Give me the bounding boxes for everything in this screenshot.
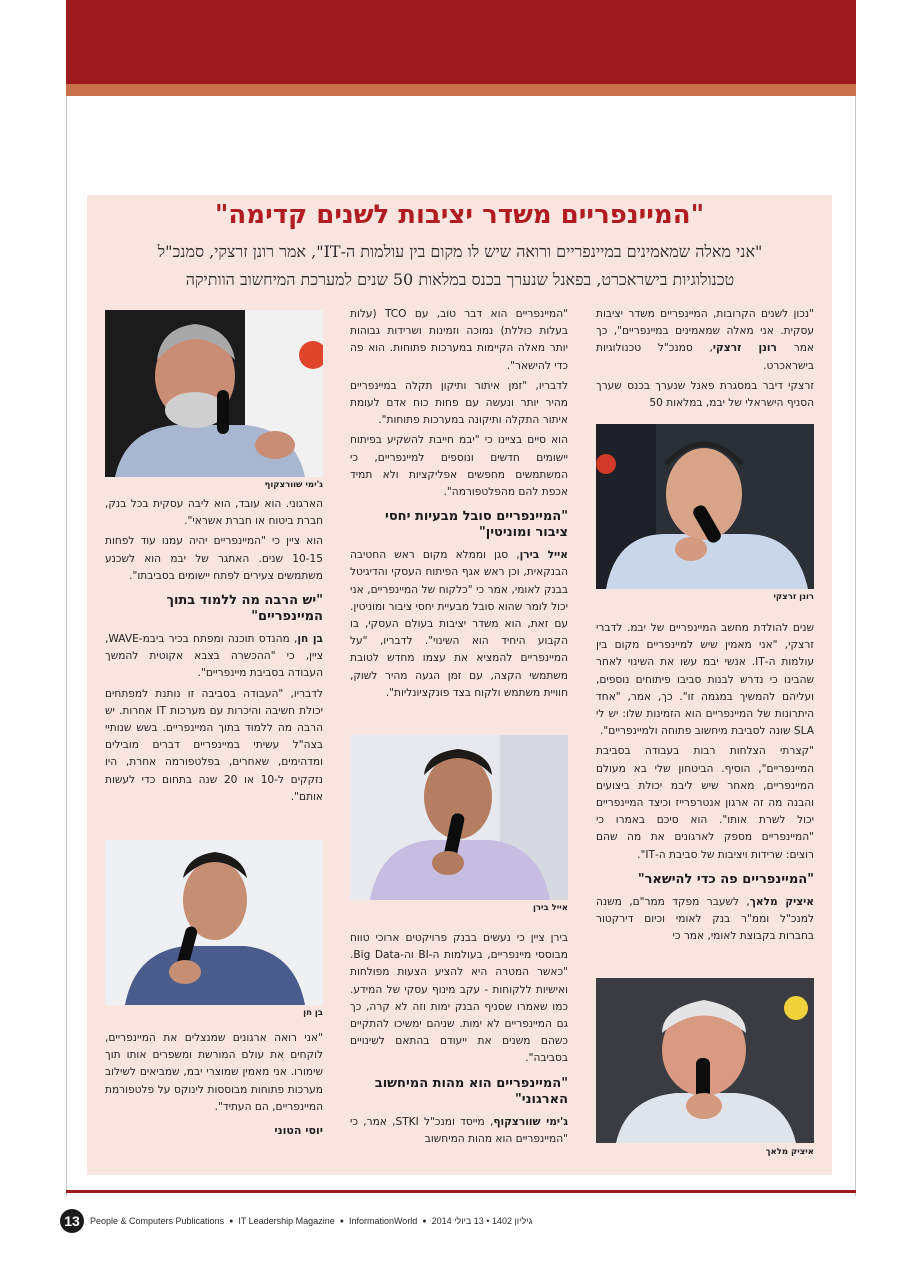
subheadline-line-2: טכנולוגיות בישראכרט, בפאנל שנערך בכנס במלאות 50 שנים למערכת המיחשוב הוותיקה: [185, 270, 735, 289]
top-banner: [66, 0, 856, 84]
paragraph: איציק מלאך, לשעבר מפקד ממר"ם, משנה למנכ"ל וממ"ר בנק לאומי וכיום דירקטור בחברות בקבוצת לאומי, אמר כי: [596, 895, 814, 943]
footer-magazine: IT Leadership Magazine: [238, 1216, 335, 1226]
article-author: יוסי הטוני: [274, 1124, 323, 1138]
paragraph: בירן ציין כי נעשים בבנק פרויקטים ארוכי טווח מבוססי מיינפריים, בעולמות ה-BI וה-Big Data. "כאשר המטרה היא להציע הצעות מפולחות ואישיות ללקוחות - עקב מינוף עסקי של המידע. כמו שאמרו שסניף הבנק ימות וזה לא קרה, כך גם המיינפריים לא ימות. שניהם ימשיכו להתקיים כשהם משנים את ייעודם בהתאם לשינויים בסביבה".: [350, 932, 568, 1065]
footer-publisher: People & Computers Publications: [90, 1216, 225, 1226]
bottom-rule: [66, 1190, 856, 1193]
photo-caption: אייל בירן: [532, 903, 568, 913]
paragraph: הארגוני. הוא עובד, הוא ליבה עסקית בכל בנק, חברת ביטוח או חברת אשראי".: [105, 498, 323, 528]
paragraph: הוא סיים בציינו כי "יבמ חייבת להשקיע בפיתוח יישומים חדשים ונוספים למיינפריים, כי המשתמשים מחפשים אפליקציות ולא תמיד אכפת להם מהפלטפורמה".: [350, 434, 568, 499]
paragraph: הוא ציין כי "המיינפריים יהיה עמנו עוד לפחות 10-15 שנים. האתגר של יבמ הוא לשכנע משתמשים צעירים לפתח יישומים בסביבתו".: [105, 535, 323, 582]
page-frame-right: [855, 96, 856, 1196]
paragraph: בן חן, מהנדס תוכנה ומפתח בכיר ביבמ-WAVE, ציין, כי "ההכשרה בצבא אקוטית להמשך העבודה בסביבת מיינפריים".: [105, 633, 323, 680]
subheadline-line-1: "אני מאלה שמאמינים במיינפריים ורואה שיש לו מקום בין עולמות ה-IT", אמר רונן זרצקי, סמנכ"ל: [157, 242, 763, 261]
column-left-top: [105, 496, 323, 809]
column-left-bottom: [105, 1030, 323, 1139]
article-headline: "המיינפריים משדר יציבות לשנים קדימה": [214, 200, 705, 230]
photo-jimmy-schwarzkopf: [105, 310, 323, 477]
footer-site: InformationWorld: [348, 1216, 418, 1226]
paragraph: לדבריו, "העבודה בסביבה זו נותנת למפתחים יכולת חשיבה והיכרות עם מערכות IT אחרות. יש הרבה מה ללמוד בתוך המיינפריים. בשש שנותיי בצה"ל עשיתי במיינפריים דברים מובילים ומדהימים, שאחרים, בפלטפורמה אחרת, היו נזקקים ל-10 או 20 שנה בתחום כדי לעשות אותם".: [105, 687, 323, 803]
bullet-icon: ●: [422, 1217, 427, 1225]
bullet-icon: ●: [229, 1217, 234, 1225]
photo-itzik-malach: [596, 978, 814, 1143]
page-footer: [60, 1208, 532, 1234]
section-heading: "המיינפריים פה כדי להישאר": [637, 871, 814, 887]
photo-caption: בן חן: [303, 1008, 323, 1018]
column-middle-top: [350, 306, 568, 705]
paragraph: "אני רואה ארגונים שמנצלים את המיינפריים, לוקחים את עולם המורשת ומשפרים אותו תוך שימורו. אני מאמין שמוצרי יבמ, שמביאים לשילוב מערכות פתוחות מבוססות לינוקס על פלטפורמת המיינפריים, הם העתיד".: [105, 1032, 323, 1113]
section-heading: "יש הרבה מה ללמוד בתוך המיינפריים": [166, 593, 323, 625]
paragraph: שנים להולדת מחשב המיינפריים של יבמ. לדברי זרצקי, "אני מאמין שיש למיינפריים מקום בין עולמות ה-IT. אנשי יבמ עשו את השינוי לאחר שהבינו כי נדרש לבנות סביבו פיתוחים נוספים, ועליהם להמשיך במגמה זו". כך, אמר, "אחד היתרונות של המיינפריים הוא הזמינות שלו: יש לי SLA שונה לסביבת מיחשוב פתוחה ולמיינפריים".: [596, 622, 814, 738]
bullet-icon: ●: [339, 1217, 344, 1225]
section-heading: "המיינפריים סובל מבעיות יחסי ציבור ומוניטין": [385, 509, 568, 541]
paragraph: זרצקי דיבר במסגרת פאנל שנערך בכנס שערך הסניף הישראלי של יבמ, במלאות 50: [596, 379, 814, 410]
page-number: 13: [60, 1209, 84, 1233]
section-heading: "המיינפריים הוא מהות המיחשוב הארגוני": [374, 1075, 568, 1107]
footer-issue: גיליון 1402 • 13 ביולי 2014: [431, 1216, 533, 1226]
paragraph: ג'ימי שוורצקוף, מייסד ומנכ"ל STKI, אמר, כי "המיינפריים הוא מהות המיחשוב: [350, 1115, 568, 1145]
photo-ronen-zaretsky: [596, 424, 814, 589]
photo-caption: ג'ימי שוורצקוף: [264, 480, 323, 490]
paragraph: "קצרתי הצלחות רבות בעבודה בסביבת המיינפריים", הוסיף. הביטחון שלי בא מעולם המיינפריים, מאחר שיש ליבמ יכולת ביצועים והבנה מה זה ארגון אנטרפרייז וכיצד המיינפריים יכול לשרת אותו". הוא סיכם באמרו כי "המיינפריים מספק לארגונים את מה שהם רוצים: שרידות ויציבות של סביבת ה-IT".: [596, 745, 814, 861]
photo-eyal-biran: [350, 735, 568, 900]
photo-ben-chen: [105, 840, 323, 1005]
paragraph: "המיינפריים הוא דבר טוב, עם TCO (עלות בעלות כוללת) נמוכה וזמינות ושרידות גבוהות יותר מאלה הקיימות במערכות פתוחות. הוא פה כדי להישאר".: [350, 308, 568, 372]
photo-caption: איציק מלאך: [765, 1147, 814, 1157]
page-frame-left: [66, 96, 67, 1196]
column-middle-bottom: [350, 930, 568, 1151]
column-right-bottom: [596, 620, 814, 948]
paragraph: אייל בירן, סגן וממלא מקום ראש החטיבה הבנקאית, וכן ראש אגף הפיתוח העסקי והדיגיטל בבנק לאומי, אמר כי "כלקוח של המיינפריים, אני יכול לומר שהוא סובל מבעיית יחסי ציבור ומוניטין. עם זאת, הוא משדר יציבות בעולם העסקי, בו הקבוע היחיד הוא השינוי". לדבריו, "על המיינפריים להמציא את עצמו מחדש לטובת משתמשי הקצה, עם זמן הגעה מהיר לשוק, חוויית משתמש ולקוח בצד פונקציונליות".: [350, 549, 568, 699]
paragraph: "נכון לשנים הקרובות, המיינפריים משדר יציבות עסקית. אני מאלה שמאמינים במיינפריים", כך אמר רונן זרצקי, סמנכ"ל טכנולוגיות בישראכרט.: [596, 308, 814, 372]
top-banner-stripe: [66, 84, 856, 96]
paragraph: לדבריו, "זמן איתור ותיקון תקלה במיינפריים מהיר יותר ונעשה עם פחות כוח אדם לעומת איתור התקלה ותיקונה במערכות פתוחות".: [350, 379, 568, 427]
photo-caption: רונן זרצקי: [773, 592, 814, 602]
column-right-top: [596, 306, 814, 415]
